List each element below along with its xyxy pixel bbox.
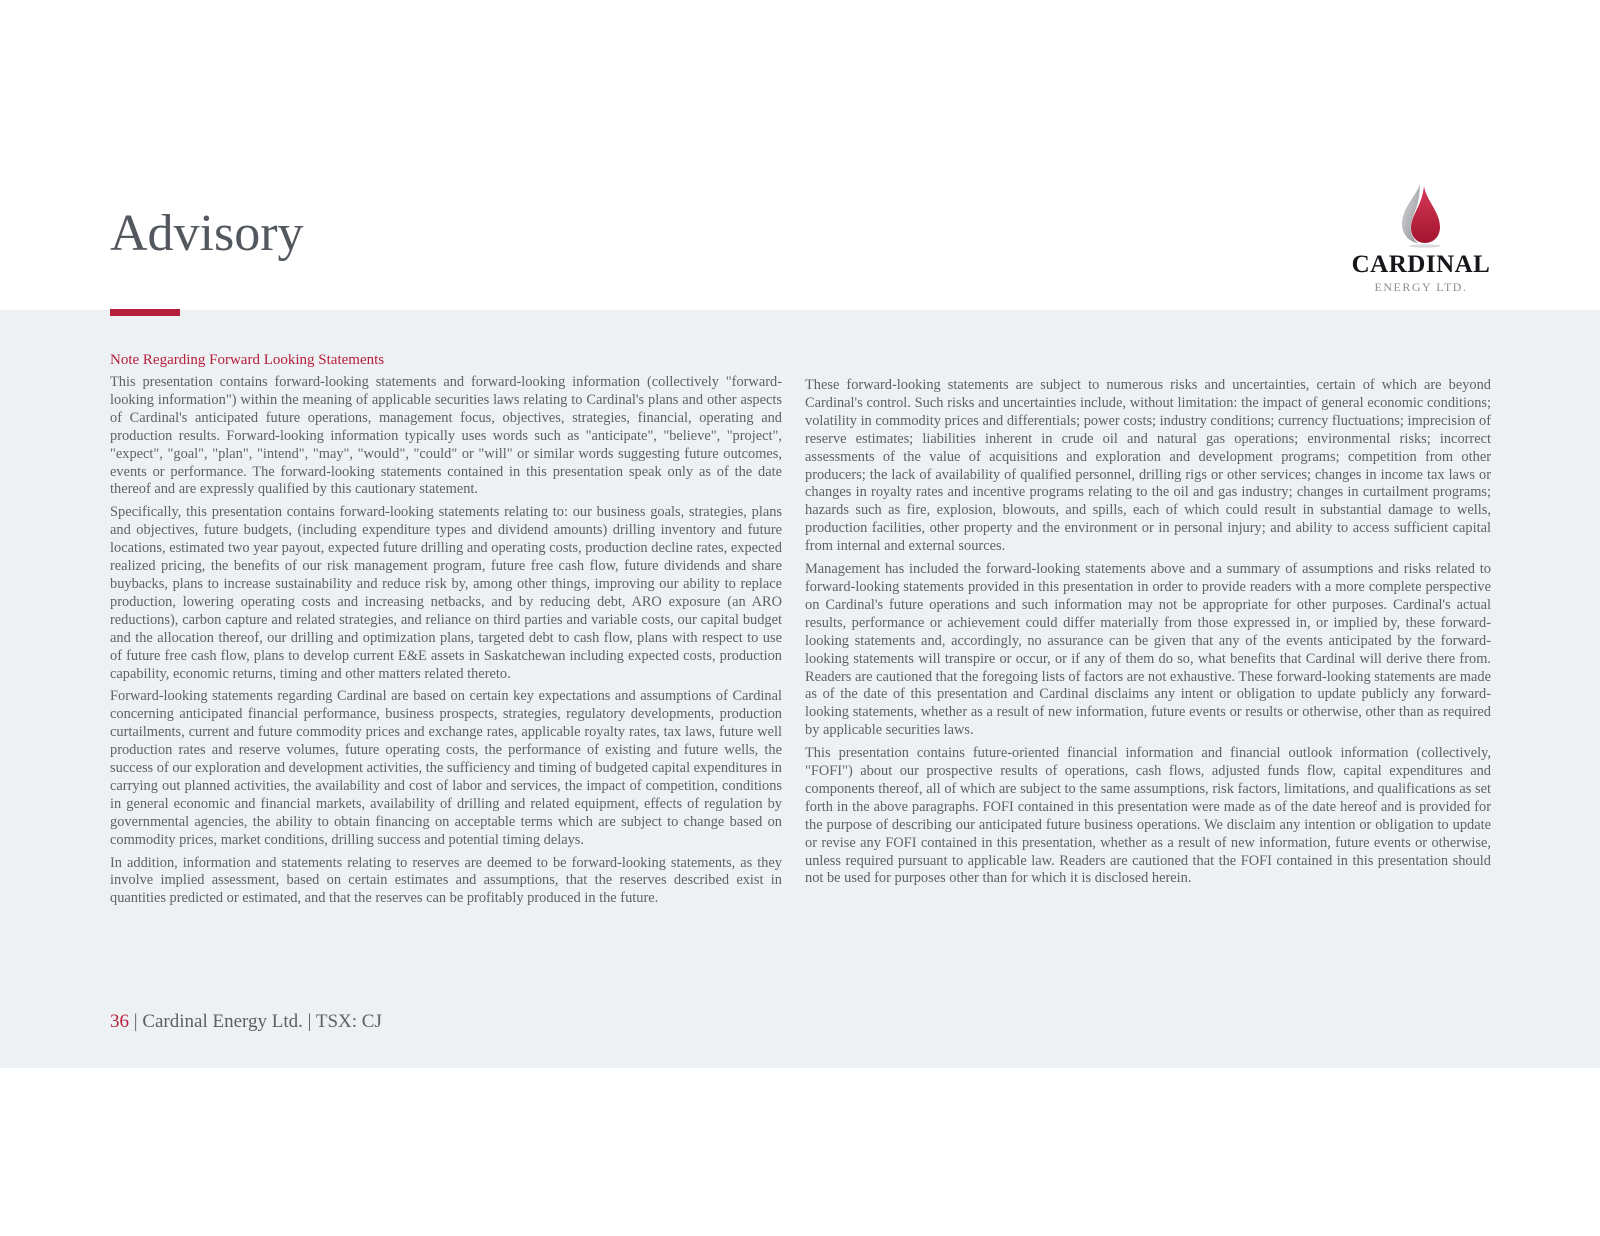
section-heading: Note Regarding Forward Looking Statements [110, 352, 385, 368]
footer-separator: | [129, 1011, 143, 1032]
left-column [110, 374, 782, 913]
page-title: Advisory [110, 205, 304, 262]
footer-ticker: TSX: CJ [315, 1011, 382, 1032]
title-accent-bar [110, 309, 180, 316]
flame-drop-icon [1396, 182, 1446, 248]
paragraph: Specifically, this presentation contains forward-looking statements relating to: our business goals, strategies, plans and objectives, future budgets, (including expenditure types and dividend amounts) drilling inventory and future locations, estimated two year payout, expected future drilling and operating costs, production decline rates, expected realized pricing, the benefits of our risk management program, future free cash flow, future dividends and share buybacks, plans to increase sustainability and reduce risk by, among other things, improving our ability to replace production, lowering operating costs and increasing netbacks, and by reducing debt, ARO exposure (an ARO reductions), carbon capture and related strategies, and reliance on third parties and variable costs, our capital budget and the allocation thereof, our drilling and optimization plans, targeted debt to cash flow, plans with respect to use of future free cash flow, plans to develop current E&E assets in Saskatchewan including expected costs, production capability, economic returns, timing and other matters related thereto. [110, 504, 782, 682]
paragraph: This presentation contains forward-looking statements and forward-looking information (collectively "forward-looking information") within the meaning of applicable securities laws relating to Cardinal's plans and other aspects of Cardinal's anticipated future operations, management focus, objectives, strategies, financial, operating and production results. Forward-looking information typically uses words such as "anticipate", "believe", "project", "expect", "goal", "plan", "intend", "may", "would", "could" or "will" or similar words suggesting future outcomes, events or performance. The forward-looking statements contained in this presentation speak only as of the date thereof and are expressly qualified by this cautionary statement. [110, 374, 782, 498]
page-number: 36 [110, 1011, 129, 1032]
paragraph: Management has included the forward-looking statements above and a summary of assumptions and risks related to forward-looking statements provided in this presentation in order to provide readers with a more complete perspective on Cardinal's future operations and such information may not be appropriate for other purposes. Cardinal's actual results, performance or achievement could differ materially from those expressed in, or implied by, these forward-looking statements and, accordingly, no assurance can be given that any of the events anticipated by the forward-looking statements will transpire or occur, or if any of them do so, what benefits that Cardinal will derive there from. Readers are cautioned that the foregoing lists of factors are not exhaustive. These forward-looking statements are made as of the date of this presentation and Cardinal disclaims any intent or obligation to update publicly any forward-looking statements, whether as a result of new information, future events or results or otherwise, other than as required by applicable securities laws. [805, 561, 1491, 739]
company-logo [1350, 180, 1492, 300]
page-footer [110, 1010, 382, 1034]
paragraph: These forward-looking statements are subject to numerous risks and uncertainties, certain of which are beyond Cardinal's control. Such risks and uncertainties include, without limitation: the impact of general economic conditions; volatility in commodity prices and differentials; power costs; industry conditions; currency fluctuations; imprecision of reserve estimates; liabilities inherent in crude oil and natural gas operations; environmental risks; incorrect assessments of the value of acquisitions and exploration and development programs; competition from other producers; the lack of availability of qualified personnel, drilling rigs or other services; changes in income tax laws or changes in royalty rates and incentive programs relating to the oil and gas industry; changes in curtailment programs; hazards such as fire, explosion, blowouts, and spills, each of which could result in substantial damage to wells, production facilities, other property and the environment or in personal injury; and ability to access sufficient capital from internal and external sources. [805, 377, 1491, 555]
logo-wordmark: CARDINAL [1351, 251, 1491, 278]
paragraph: This presentation contains future-oriented financial information and financial outlook information (collectively, "FOFI") about our prospective results of operations, cash flows, adjusted funds flow, capital expenditures and components thereof, all of which are subject to the same assumptions, risk factors, limitations, and qualifications as set forth in the above paragraphs. FOFI contained in this presentation were made as of the date hereof and is provided for the purpose of describing our anticipated future business operations. We disclaim any intention or obligation to update or revise any FOFI contained in this presentation, whether as a result of new information, future events or otherwise, unless required pursuant to applicable law. Readers are cautioned that the FOFI contained in this presentation should not be used for purposes other than for which it is disclosed herein. [805, 745, 1491, 887]
paragraph: Forward-looking statements regarding Cardinal are based on certain key expectations and assumptions of Cardinal concerning anticipated financial performance, business prospects, strategies, regulatory developments, production curtailments, current and future commodity prices and exchange rates, applicable royalty rates, tax laws, future well production rates and reserve volumes, future operating costs, the performance of existing and future wells, the success of our exploration and development activities, the sufficiency and timing of budgeted capital expenditures in carrying out planned activities, the availability and cost of labor and services, the impact of competition, conditions in general economic and financial markets, availability of drilling and related equipment, effects of regulation by governmental agencies, the ability to obtain financing on acceptable terms which are subject to change based on commodity prices, market conditions, drilling success and potential timing delays. [110, 688, 782, 848]
paragraph: In addition, information and statements relating to reserves are deemed to be forward-looking statements, as they involve implied assessment, based on certain estimates and assumptions, that the reserves described exist in quantities predicted or estimated, and that the reserves can be profitably produced in the future. [110, 854, 782, 907]
logo-subtitle: ENERGY LTD. [1374, 280, 1468, 294]
right-column [805, 377, 1491, 893]
footer-company: Cardinal Energy Ltd. [142, 1011, 303, 1032]
footer-separator: | [302, 1011, 316, 1032]
